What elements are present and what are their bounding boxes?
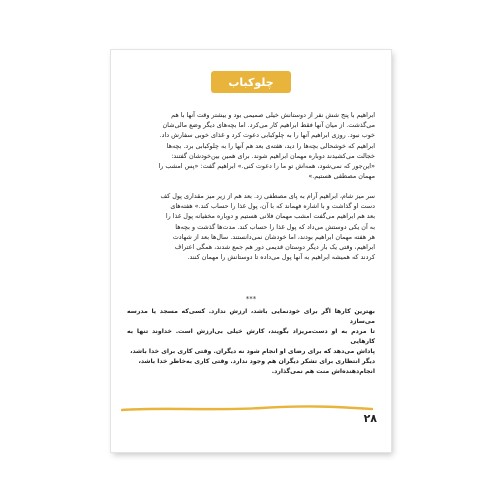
paragraph-line: می‌گذشت. از میان آنها فقط ابراهیم کار می‌کرد. اما بچه‌های دیگر وضع مالی‌شان — [162, 121, 375, 130]
paragraph-line: سر میز شام، ابراهیم آرام به پای مصطفی زد. بعد هم از زیر میز مقداری پول کف — [160, 192, 375, 200]
paragraph-2 — [127, 191, 375, 262]
paragraph-line: خوب نبود. روزی ابراهیم آنها را به چلوکبابی دعوت کرد و غذای خوبی سفارش داد. — [159, 131, 375, 140]
paragraph-line: تا مردم به او دست‌مریزاد بگویند، کارش خیلی بی‌ارزش است. خداوند تنها به کارهایی — [127, 328, 375, 345]
paragraph-line: مهمان مصطفی هستیم.» — [308, 172, 375, 181]
paragraph-line: انجام‌دهنده‌اش منت هم نمی‌گذارد. — [271, 368, 375, 375]
section-separator: *** — [245, 295, 257, 303]
paragraph-line: دست او گذاشت و با اشاره فهماند که با آن، پول غذا را حساب کند.» هفته‌های — [170, 202, 375, 211]
paragraph-line: ابراهیم، وقتی یک بار دیگر دوستان قدیمی دور هم جمع شدند، همگی اعتراف — [174, 243, 375, 252]
chapter-title-banner — [211, 71, 291, 93]
footer-brush-line — [121, 404, 373, 414]
paragraph-3-moral — [127, 307, 375, 377]
paragraph-line: ابراهیم با پنج شش نفر از دوستانش خیلی صمیمی بود و بیشتر وقت آنها با هم — [171, 111, 375, 119]
paragraph-line: ابراهیم که خوشحالی بچه‌ها را دید، هفته‌ی بعد هم آنها را به چلوکبابی برد. بچه‌ها — [166, 141, 375, 150]
paragraph-line: پاداش می‌دهد که برای رضای او انجام شود نه دیگران. وقتی کاری برای خدا باشد، — [130, 348, 375, 355]
paragraph-line: بعد هم ابراهیم می‌گفت امشب مهمان فلانی هستیم و دوباره مخفیانه پول غذا را — [165, 212, 375, 221]
paragraph-line: خجالت می‌کشیدند دوباره مهمان ابراهیم شوند. برای همین بین‌خودشان گفتند: — [171, 151, 375, 160]
book-page — [111, 50, 391, 452]
chapter-title: چلوکباب — [228, 75, 274, 89]
paragraph-line: هر هفته مهمان ابراهیم بودند، اما خودشان نمی‌دانستند. سال‌ها بعد از شهادت — [172, 232, 375, 241]
paragraph-line: «این‌جور که نمی‌شود، همه‌اش تو ما را دعوت کنی.» ابراهیم گفت: «پس امشب را — [158, 162, 375, 171]
paragraph-line: به آن یکی دوستش می‌داد که پول غذا را حساب کند. مدت‌ها گذشت و بچه‌ها — [175, 222, 375, 231]
paragraph-line: بهترین کارها اگر برای خودنمایی باشد، ارزش ندارد. کسی‌که مسجد یا مدرسه می‌سازد — [127, 308, 375, 325]
paragraph-line: کردند که همیشه ابراهیم به آنها پول می‌داده تا دوستانش را مهمان کنند. — [187, 253, 375, 262]
paragraph-line: دیگر انتظاری برای تشکر دیگران هم وجود ندارد. وقتی کاری به‌خاطر خدا باشد، — [138, 358, 375, 365]
page-number: ۲۸ — [363, 412, 377, 425]
paragraph-1 — [127, 110, 375, 181]
